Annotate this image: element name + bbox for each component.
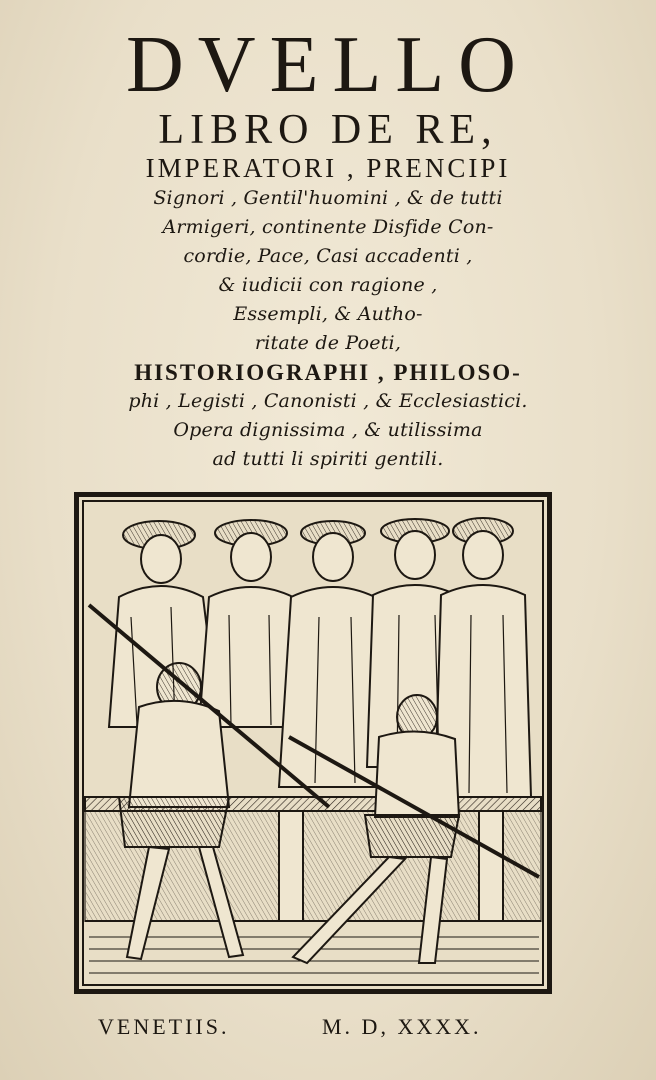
- main-title: DVELLO: [126, 21, 530, 109]
- italic-line: ritate de Poeti,: [254, 332, 402, 354]
- italic-line: phi , Legisti , Canonisti , & Ecclesiastici.: [128, 390, 528, 412]
- italic-line: ad tutti li spiriti gentili.: [212, 448, 444, 470]
- italic-line: Armigeri, continente Disfide Con-: [162, 216, 494, 238]
- imprint-date: M. D, XXXX.: [322, 1014, 482, 1039]
- italic-line: Opera dignissima , & utilissima: [173, 419, 483, 441]
- caps-line: HISTORIOGRAPHI , PHILOSO-: [134, 360, 522, 385]
- italic-line: Signori , Gentil'huomini , & de tutti: [153, 187, 503, 209]
- subtitle-line: LIBRO DE RE,: [158, 107, 498, 153]
- imprint-place: VENETIIS.: [98, 1014, 230, 1039]
- title-block: [0, 22, 656, 474]
- italic-line: Essempli, & Autho-: [233, 303, 423, 325]
- italic-line: cordie, Pace, Casi accadenti ,: [183, 245, 473, 267]
- italic-line: & iudicii con ragione ,: [218, 274, 438, 296]
- duel-woodcut-image: [79, 497, 547, 989]
- woodcut-illustration: [74, 492, 552, 994]
- subtitle-line: IMPERATORI , PRENCIPI: [145, 153, 511, 183]
